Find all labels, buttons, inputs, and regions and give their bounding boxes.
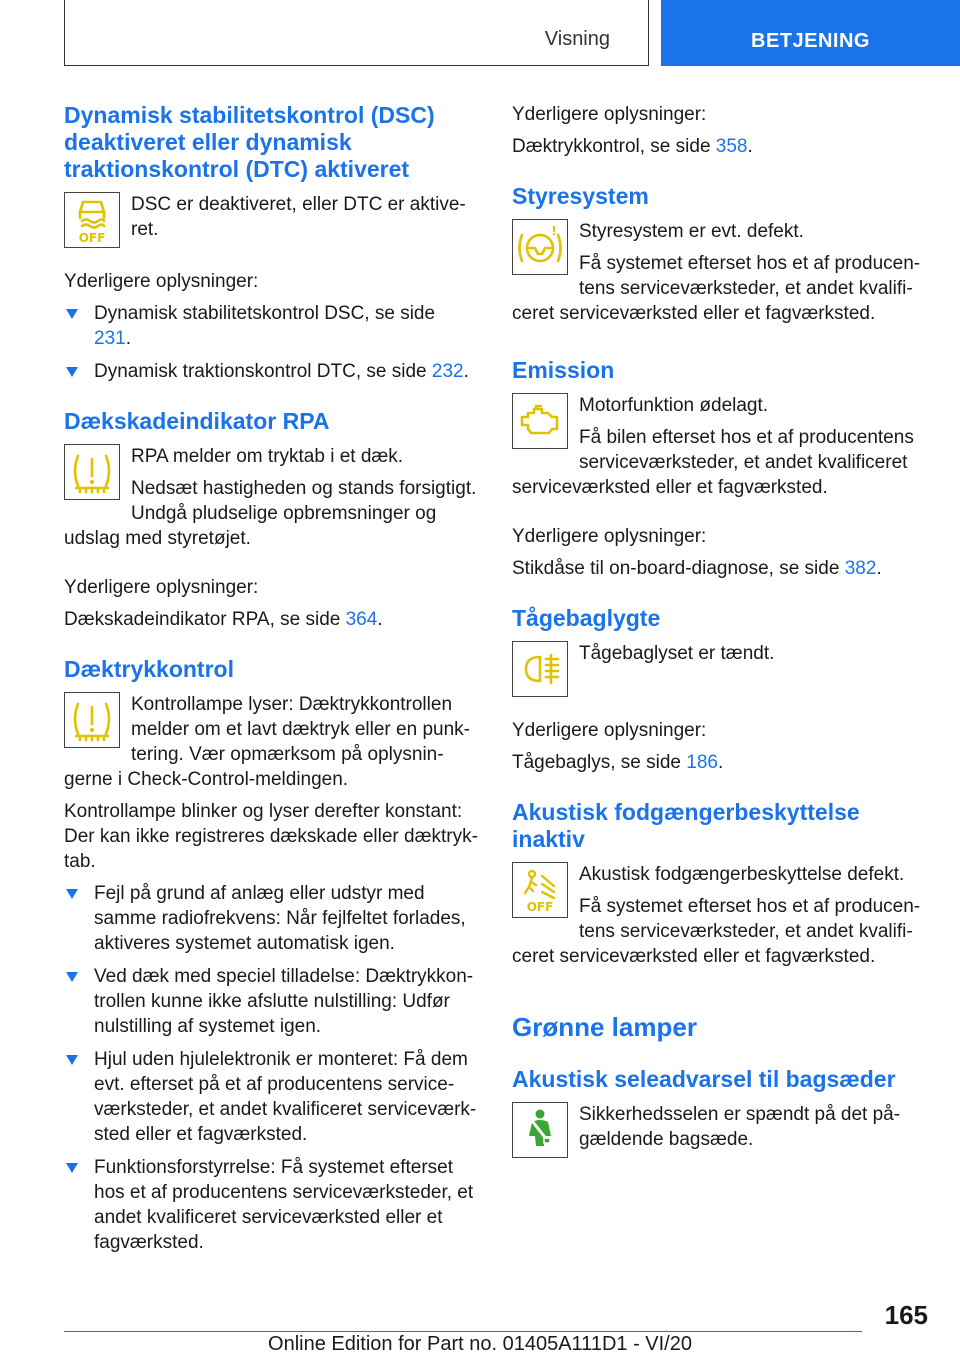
header-frame: [64, 0, 649, 66]
pedestrian-text-2: Få systemet efterset hos et af producentens serviceværksteder, et andet kvalificeret serviceværksted eller et fagværksted.: [512, 896, 921, 967]
bullet-triangle-icon: [66, 1055, 78, 1065]
page-link[interactable]: 231: [94, 328, 126, 349]
check-engine-icon: [512, 393, 568, 449]
steering-heading: Styresystem: [512, 183, 649, 209]
steering-text-1: Styresystem er evt. defekt.: [579, 221, 804, 242]
tire-pressure-warning-icon: [64, 692, 120, 748]
svg-text:OFF: OFF: [526, 900, 554, 914]
tpm-block: [64, 692, 478, 799]
rpa-text-2: Nedsæt hastigheden og stands forsigtigt. Undgå pludselige opbremsninger og udslag med styretøjet.: [64, 478, 477, 549]
bullet-triangle-icon: [66, 1163, 78, 1173]
chapter-label: BETJENING: [751, 30, 870, 52]
page-number: 165: [884, 1300, 928, 1330]
rear-fog-light-icon: [512, 641, 568, 697]
emission-more-label: Yderligere oplysninger:: [512, 526, 707, 547]
emission-block: [512, 393, 926, 507]
rpa-block: [64, 444, 478, 558]
pedestrian-heading: Akustisk fodgængerbeskyttelse inaktiv: [512, 799, 860, 852]
svg-text:!: !: [551, 224, 557, 238]
steering-fault-icon: [512, 219, 568, 275]
tire-pressure-warning-icon: [64, 444, 120, 500]
bullet-triangle-icon: [66, 972, 78, 982]
dsc-block: [64, 192, 478, 252]
svg-text:OFF: OFF: [78, 231, 106, 244]
fog-heading: Tågebaglygte: [512, 605, 661, 631]
tpm-ref: Dæktrykkontrol, se side 358.: [512, 136, 753, 157]
steering-block: [512, 219, 926, 333]
list-item: Hjul uden hjulelektronik er monteret: Få dem evt. efterset på et af producentens serviceværksteder, et andet kvalificeret serviceværksted eller et fagværksted.: [64, 1047, 478, 1147]
tpm-text-2: Kontrollampe blinker og lyser derefter konstant: Der kan ikke registreres dækskade eller dæktryktab.: [64, 801, 478, 872]
steering-text-2: Få systemet efterset hos et af producentens serviceværksteder, et andet kvalificeret serviceværksted eller et fagværksted.: [512, 253, 921, 324]
seatbelt-icon: [512, 1102, 568, 1158]
rpa-ref: Dækskadeindikator RPA, se side 364.: [64, 609, 383, 630]
list-item: Ved dæk med speciel tilladelse: Dæktrykkontrollen kunne ikke afslutte nulstilling: Udfør nulstilling af systemet igen.: [64, 964, 478, 1039]
rpa-more-label: Yderligere oplysninger:: [64, 577, 259, 598]
right-column: [512, 102, 926, 1162]
dsc-text: DSC er deaktiveret, eller DTC er aktiveret.: [131, 194, 466, 240]
fog-block: [512, 641, 926, 701]
fog-ref: Tågebaglys, se side 186.: [512, 752, 724, 773]
dsc-more-label: Yderligere oplysninger:: [64, 271, 259, 292]
tpm-text-1: Kontrollampe lyser: Dæktrykkontrollen melder om et lavt dæktryk eller en punktering. Vær opmærksom på oplysningerne i Check-Control-meldingen.: [64, 694, 470, 790]
left-column: [64, 102, 478, 1263]
bullet-triangle-icon: [66, 309, 78, 319]
page-link[interactable]: 186: [686, 752, 718, 773]
pedestrian-text-1: Akustisk fodgængerbeskyttelse defekt.: [579, 864, 905, 885]
emission-text-2: Få bilen efterset hos et af producentens serviceværksteder, et andet kvalificeret serviceværksted eller et fagværksted.: [512, 427, 914, 498]
fog-more-label: Yderligere oplysninger:: [512, 720, 707, 741]
rpa-heading: Dækskadeindikator RPA: [64, 408, 330, 434]
pedestrian-protection-off-icon: [512, 862, 568, 918]
rpa-text-1: RPA melder om tryktab i et dæk.: [131, 446, 404, 467]
emission-ref: Stikdåse til on-board-diagnose, se side 382.: [512, 558, 882, 579]
seatbelt-text-1: Sikkerhedsselen er spændt på det pågældende bagsæde.: [579, 1104, 901, 1150]
page-link[interactable]: 382: [844, 558, 877, 579]
footer-edition: Online Edition for Part no. 01405A111D1 - VI/20: [268, 1333, 692, 1355]
dsc-heading: Dynamisk stabilitetskontrol (DSC) deaktiveret eller dynamisk traktionskontrol (DTC) aktiveret: [64, 102, 435, 182]
dsc-off-icon: [64, 192, 120, 248]
seatbelt-heading: Akustisk seleadvarsel til bagsæder: [512, 1066, 896, 1092]
pedestrian-block: [512, 862, 926, 976]
bullet-triangle-icon: [66, 367, 78, 377]
emission-heading: Emission: [512, 357, 615, 383]
list-item: Fejl på grund af anlæg eller udstyr med samme radiofrekvens: Når fejlfeltet forlades, aktiveres systemet automatisk igen.: [64, 881, 478, 956]
dsc-ref-list: [64, 301, 478, 384]
seatbelt-block: [512, 1102, 926, 1162]
list-item: Dynamisk stabilitetskontrol DSC, se side 231.: [64, 301, 478, 351]
fog-text-1: Tågebaglyset er tændt.: [579, 643, 775, 664]
tpm-more-label: Yderligere oplysninger:: [512, 104, 707, 125]
section-title: Visning: [544, 28, 610, 50]
tpm-heading: Dæktrykkontrol: [64, 656, 234, 682]
footer-divider: [64, 1331, 862, 1332]
chapter-tab[interactable]: [661, 0, 960, 66]
bullet-triangle-icon: [66, 889, 78, 899]
green-lamps-heading: Grønne lamper: [512, 1012, 697, 1042]
list-item: Dynamisk traktionskontrol DTC, se side 232.: [64, 359, 478, 384]
tpm-list: [64, 881, 478, 1255]
emission-text-1: Motorfunktion ødelagt.: [579, 395, 769, 416]
list-item: Funktionsforstyrrelse: Få systemet efterset hos et af producentens serviceværksteder, et andet kvalificeret serviceværksted eller et fagværksted.: [64, 1155, 478, 1255]
page-link[interactable]: 358: [715, 136, 748, 157]
page-link[interactable]: 364: [345, 609, 378, 630]
page-link[interactable]: 232: [431, 361, 464, 382]
